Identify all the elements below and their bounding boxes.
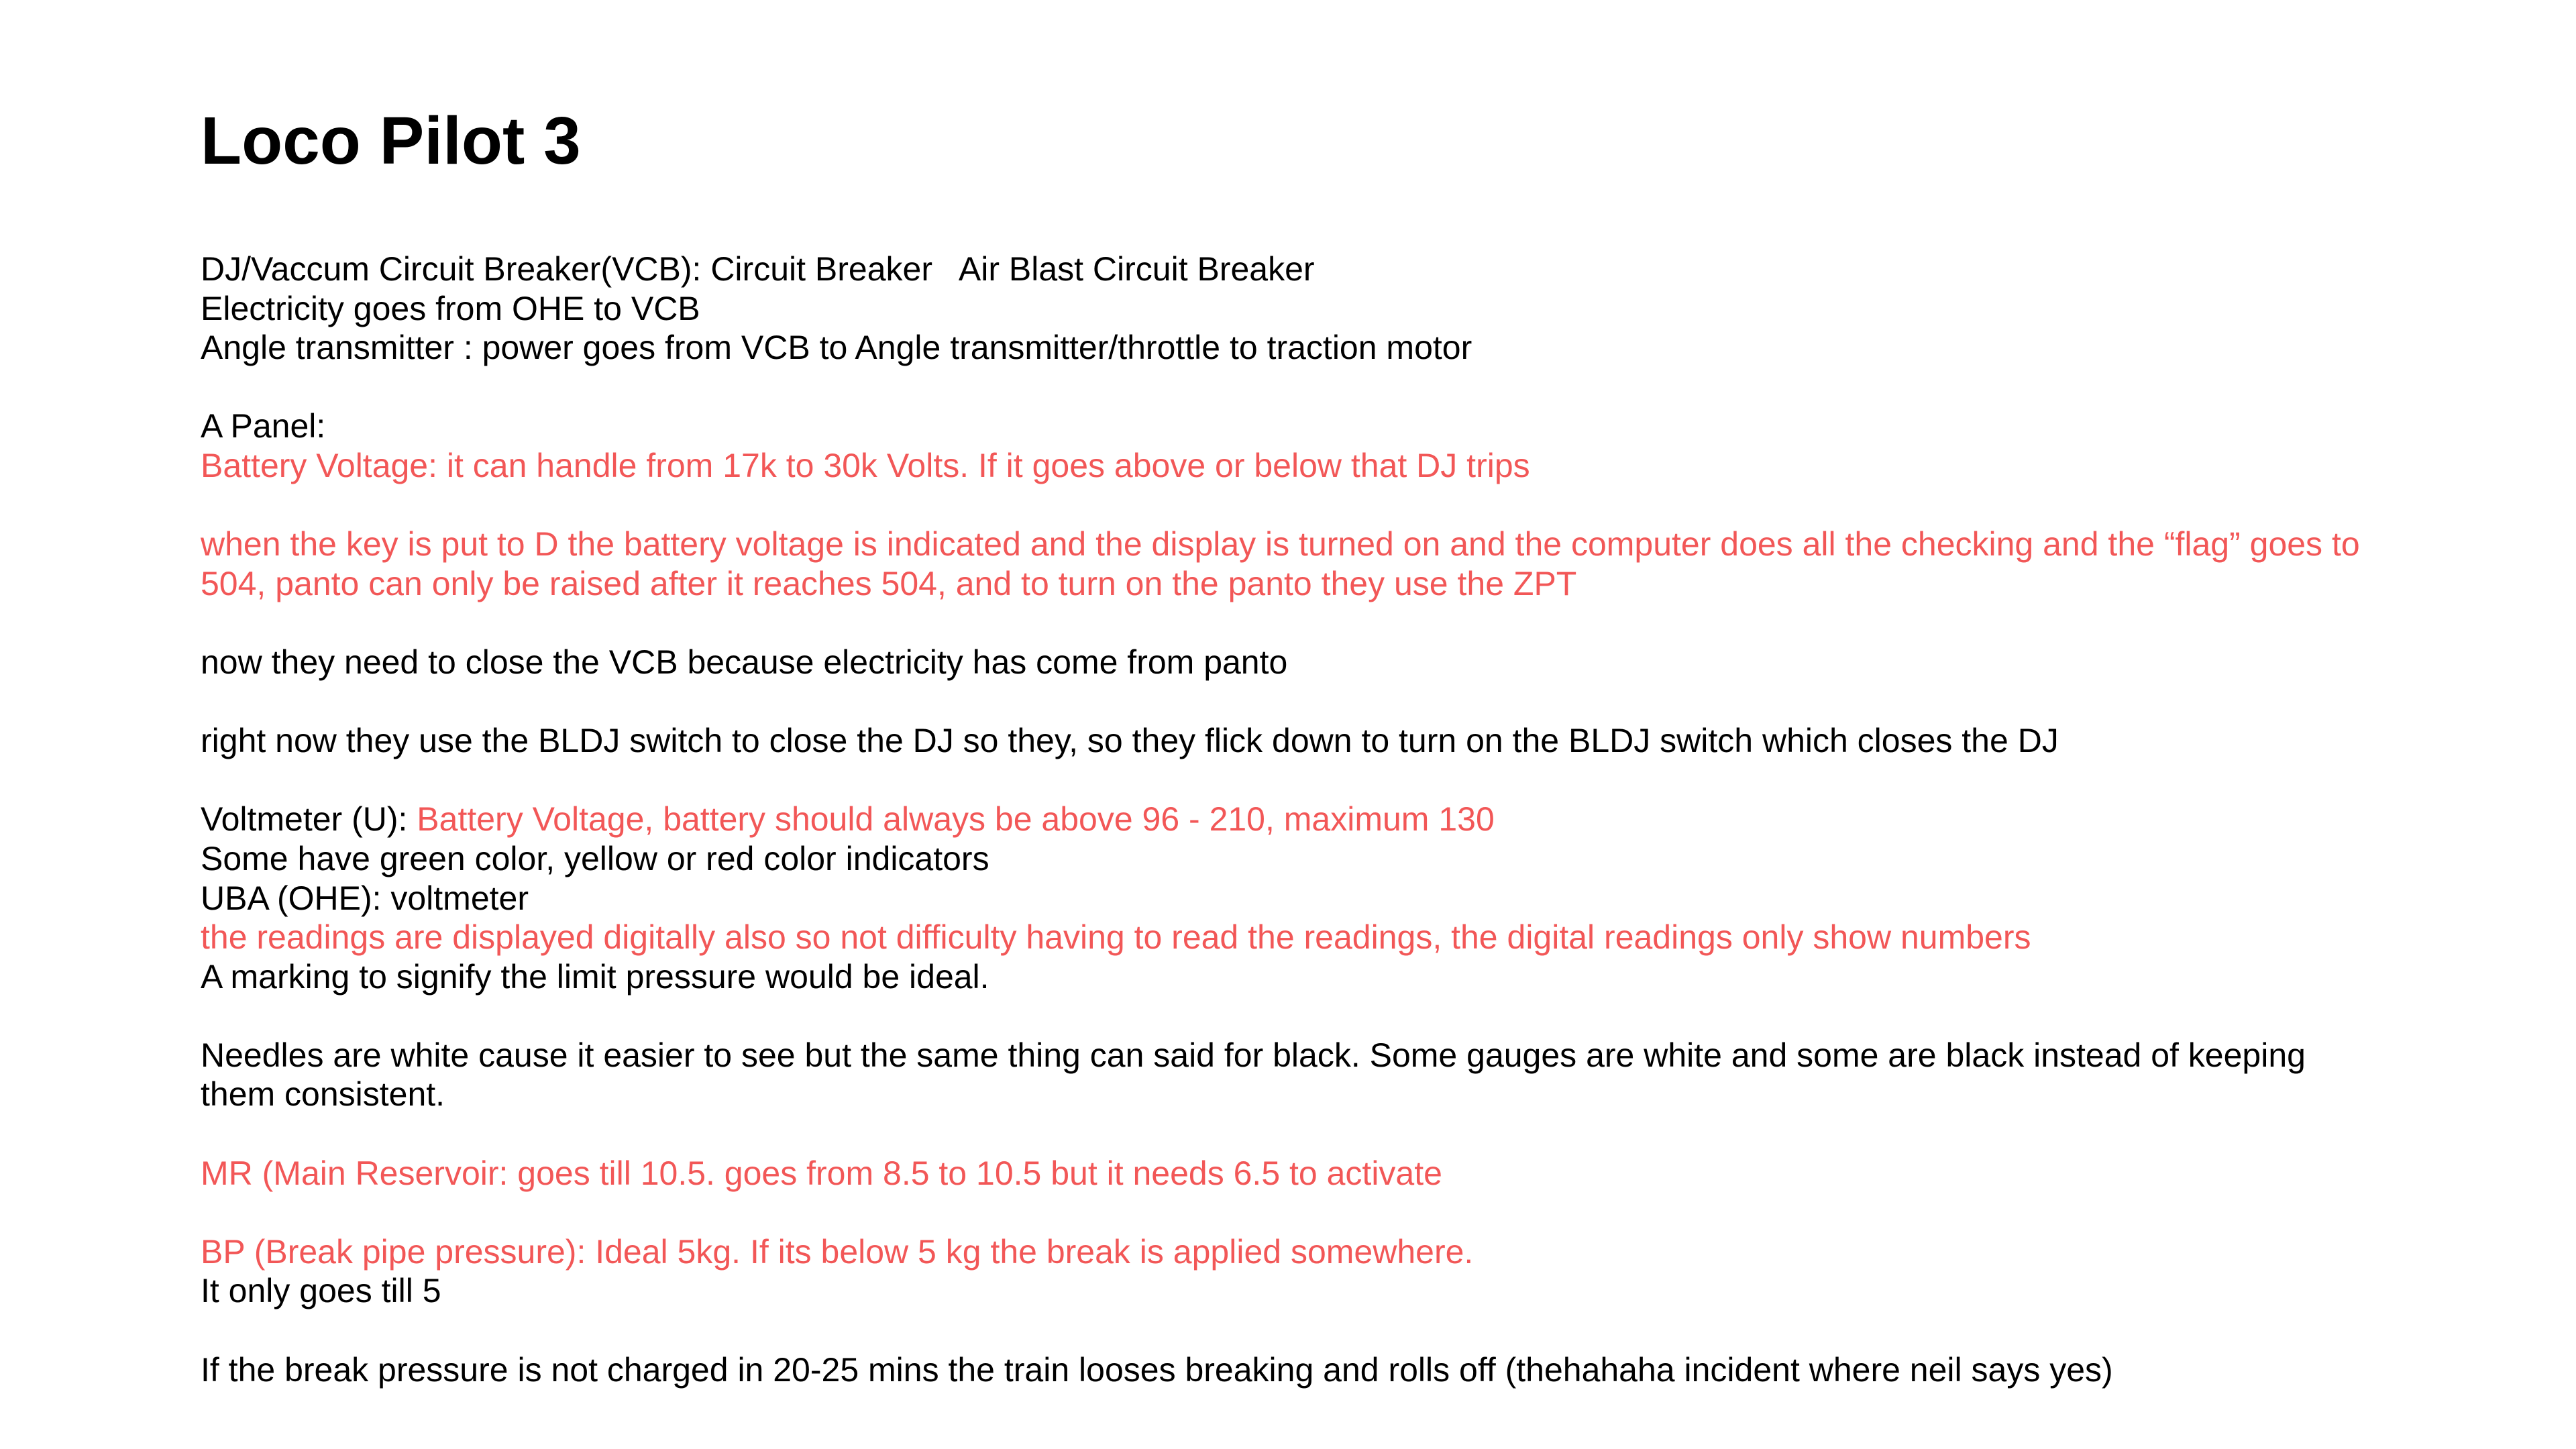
digital-readings-note: the readings are displayed digitally also so not difficulty having to read the readings, the digital readings only show numbers (201, 918, 2031, 957)
voltmeter-label: Voltmeter (U): (201, 800, 417, 839)
break-pipe-note: BP (Break pipe pressure): Ideal 5kg. If its below 5 kg the break is applied somewhere. (201, 1232, 1474, 1271)
spacer (201, 761, 2381, 800)
battery-voltage-note: Battery Voltage: it can handle from 17k to 30k Volts. If it goes above or below that DJ trips (201, 446, 1530, 484)
bldj-line: right now they use the BLDJ switch to close the DJ so they, so they flick down to turn on the BLDJ switch which closes the DJ (201, 722, 2059, 760)
spacer (201, 368, 2381, 407)
close-vcb-line: now they need to close the VCB because electricity has come from panto (201, 643, 1288, 681)
voltmeter-value: Battery Voltage, battery should always be above 96 - 210, maximum 130 (417, 800, 1495, 839)
limit-marking-line: A marking to signify the limit pressure would be ideal. (201, 957, 989, 996)
main-reservoir-note: MR (Main Reservoir: goes till 10.5. goes from 8.5 to 10.5 but it needs 6.5 to activate (201, 1154, 1442, 1192)
angle-transmitter-line: Angle transmitter : power goes from VCB to Angle transmitter/throttle to traction motor (201, 329, 1472, 367)
a-panel-heading: A Panel: (201, 407, 326, 445)
slide-title: Loco Pilot 3 (201, 103, 581, 178)
goes-till-5-line: It only goes till 5 (201, 1272, 441, 1310)
vcb-line: DJ/Vaccum Circuit Breaker(VCB): Circuit Breaker Air Blast Circuit Breaker (201, 250, 1315, 288)
ohe-line: Electricity goes from OHE to VCB (201, 289, 700, 327)
spacer (201, 1114, 2381, 1154)
spacer (201, 1311, 2381, 1350)
spacer (201, 603, 2381, 643)
break-pressure-line: If the break pressure is not charged in 20-25 mins the train looses breaking and rolls off (thehahaha incident where neil says yes) (201, 1350, 2113, 1389)
spacer (201, 1193, 2381, 1232)
spacer (201, 486, 2381, 525)
voltmeter-line (201, 800, 2381, 839)
spacer (201, 996, 2381, 1036)
key-d-note: when the key is put to D the battery voltage is indicated and the display is turned on and the computer does all the checking and the “flag” goes to 504, panto can only be raised after it reaches 504, and to turn on the panto they use the ZPT (201, 525, 2369, 602)
indicator-colors-line: Some have green color, yellow or red color indicators (201, 839, 989, 877)
spacer (201, 682, 2381, 722)
slide-body (201, 250, 2381, 1389)
needles-line: Needles are white cause it easier to see but the same thing can said for black. Some gauges are white and some are black instead of keeping them consistent. (201, 1036, 2315, 1114)
uba-line: UBA (OHE): voltmeter (201, 879, 529, 917)
slide (201, 0, 2414, 1449)
